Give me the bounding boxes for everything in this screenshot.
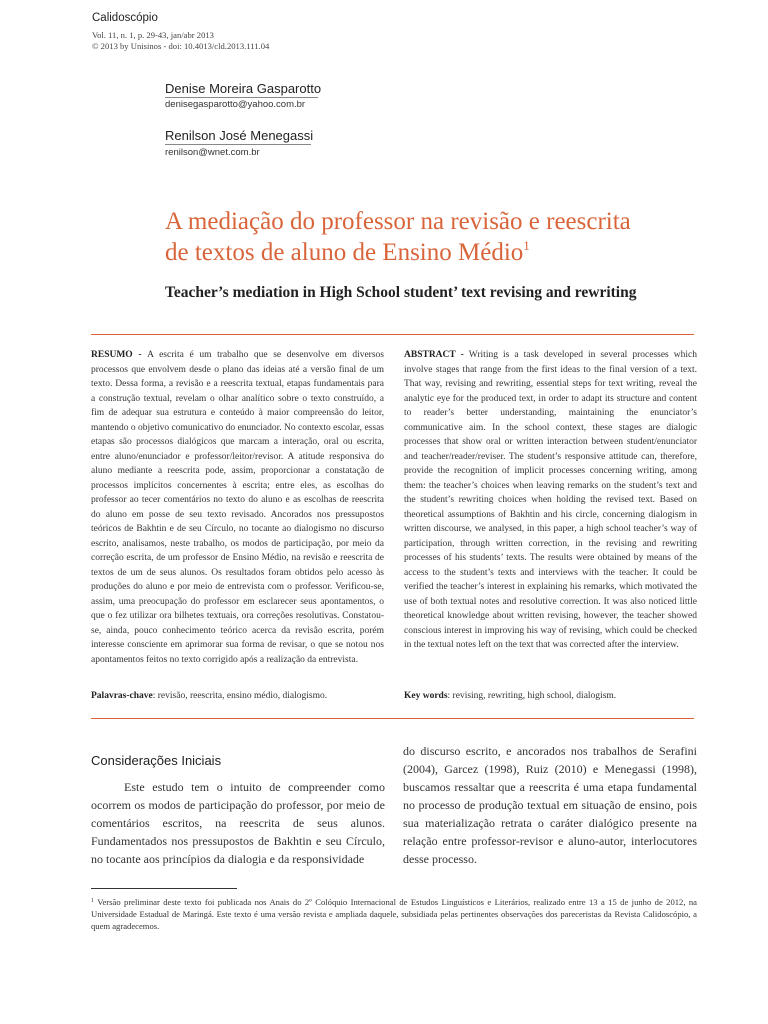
author-rule-2 (165, 144, 311, 145)
key-words-label: Key words (404, 691, 448, 701)
author-name-1: Denise Moreira Gasparotto (165, 81, 322, 96)
body-column-2: do discurso escrito, e ancorados nos trabalhos de Serafini (2004), Garcez (1998), Ruiz (2010) e Menegassi (1998), buscamos ressaltar que a reescrita é uma etapa fundamental no processo de produção textual em situação de ensino, pois sua materialização retrata o caráter dialógico presente na relação entre professor-revisor e aluno-autor, interlocutores desse processo. (403, 744, 697, 866)
author-name-2: Renilson José Menegassi (165, 128, 314, 143)
section-title: Considerações Iniciais (91, 753, 222, 768)
palavras-chave-label: Palavras-chave (91, 691, 153, 701)
footnote-mark: 1 (91, 898, 94, 904)
abstract-block (404, 348, 697, 653)
divider-bottom (91, 718, 694, 719)
author-rule-1 (165, 97, 318, 98)
author-email-1[interactable]: denisegasparotto@yahoo.com.br (165, 99, 306, 110)
volume-line: Vol. 11, n. 1, p. 29-43, jan/abr 2013 (92, 30, 214, 40)
resumo-label: RESUMO - (91, 350, 148, 360)
key-words-text: : revising, rewriting, high school, dialogism. (447, 691, 617, 701)
title-line-2 (165, 237, 705, 268)
article-subtitle: Teacher’s mediation in High School student’ text revising and rewriting (165, 284, 637, 301)
resumo-text: A escrita é um trabalho que se desenvolve em diversos processos que envolvem desde o plano das ideias até a versão final de um texto. Dessa forma, a revisão e a reescrita textual, etapas fundamentais para a construção textual, revelam o olhar analítico sobre o texto construído, a fim de adequar sua estrutura e conteúdo à maior compreensão do leitor, mantendo o objetivo comunicativo do enunciador. No contexto escolar, essas etapas são processos dialógicos que marcam a interação, oral ou escrita, entre aluno/enunciador e professor/leitor/revisor. A atitude responsiva do aluno mediante a reescrita pode, assim, proporcionar a constatação de processos implícitos concernentes à escrita; entre eles, as escolhas do professor ao tecer comentários no texto do aluno e as escolhas de reescrita do aluno em posse de seu texto revisado. Ancorados nos pressupostos teóricos de Bakhtin e de seu Círculo, no tocante ao dialogismo no discurso escrito, analisamos, neste trabalho, os modos de participação, por meio da correção escrita, de um professor de Ensino Médio, na revisão e reescrita de textos de um de seus alunos. Os resultados foram obtidos pelo acesso às produções do aluno e por meio de entrevista com o professor. Verificou-se, assim, uma preocupação do professor em esclarecer seus apontamentos, o que o fez utilizar ora bilhetes textuais, ora correções resolutivas. Constatou-se, ainda, pouco conhecimento teórico acerca da revisão escrita, porém interesse consciente em aprimorar sua forma de revisar, o que se notou nos apontamentos feitos no texto corrigido após a realização da entrevista. (91, 350, 384, 665)
author-email-2[interactable]: renilson@wnet.com.br (165, 147, 260, 158)
title-footnote-mark[interactable]: 1 (523, 238, 530, 253)
resumo-block (91, 348, 384, 667)
footnote-text: Versão preliminar deste texto foi publicada nos Anais do 2º Colóquio Internacional de Estudos Linguísticos e Literários, realizado entre 13 a 15 de junho de 2012, na Universidade Estadual de Maringá. Este texto é uma versão revista e ampliada daquele, subsidiada pelas pertinentes observações dos pareceristas da Revista Calidoscópio, a quem agradecemos. (91, 897, 697, 931)
key-words (404, 691, 616, 701)
footnote (91, 896, 697, 932)
title-line-1: A mediação do professor na revisão e reescrita (165, 208, 631, 235)
palavras-chave-text: : revisão, reescrita, ensino médio, dialogismo. (152, 691, 328, 701)
journal-name: Calidoscópio (92, 12, 158, 24)
abstract-text: Writing is a task developed in several processes which involve stages that range from the first ideas to the final version of a text. That way, revising and rewriting, essential steps for text writing, reveal the analytic eye for the produced text, in order to adapt its structure and content to reader’s better understanding, maintaining the enunciator’s communicative aim. In the school context, these stages are dialogic processes that show oral or written interaction between student/enunciator and teacher/reader/reviser. The student’s responsive attitude can, therefore, provide the recognition of implicit processes concerning writing, among them: the teacher’s choices when leaving remarks on the student’s text and the student’s rewriting choices when holding the revised text. Based on theoretical assumptions of Bakhtin and his circle, concerning dialogism in written discourse, we analysed, in this paper, a high school teacher’s way of participation, through written correction, in the revising and rewriting processes of his students’ texts. The results were obtained by means of the access to the student’s texts and interviews with the teacher. It could be verified the teacher’s interest in explaining his remarks, which motivated the use of both textual notes and resolutive correction. It was also noticed little theoretical knowledge about written revising, however, the teacher showed conscious interest in improving his way of revising, which could be checked in the textual notes left on the text that was corrected after the interview. (404, 350, 697, 650)
abstract-label: ABSTRACT - (404, 350, 469, 360)
divider-top (91, 334, 694, 335)
title-line-2-text: de textos de aluno de Ensino Médio (165, 239, 524, 266)
palavras-chave (91, 691, 327, 701)
article-title (165, 206, 705, 268)
footnote-rule (91, 888, 237, 889)
body-column-1: Este estudo tem o intuito de compreender como ocorrem os modos de participação do professor, por meio de comentários escritos, na reescrita de seus alunos. Fundamentados nos pressupostos de Bakhtin e seu Círculo, no tocante aos princípios da dialogia e da responsividade (91, 780, 385, 866)
copyright-line: © 2013 by Unisinos - doi: 10.4013/cld.2013.111.04 (92, 41, 270, 51)
